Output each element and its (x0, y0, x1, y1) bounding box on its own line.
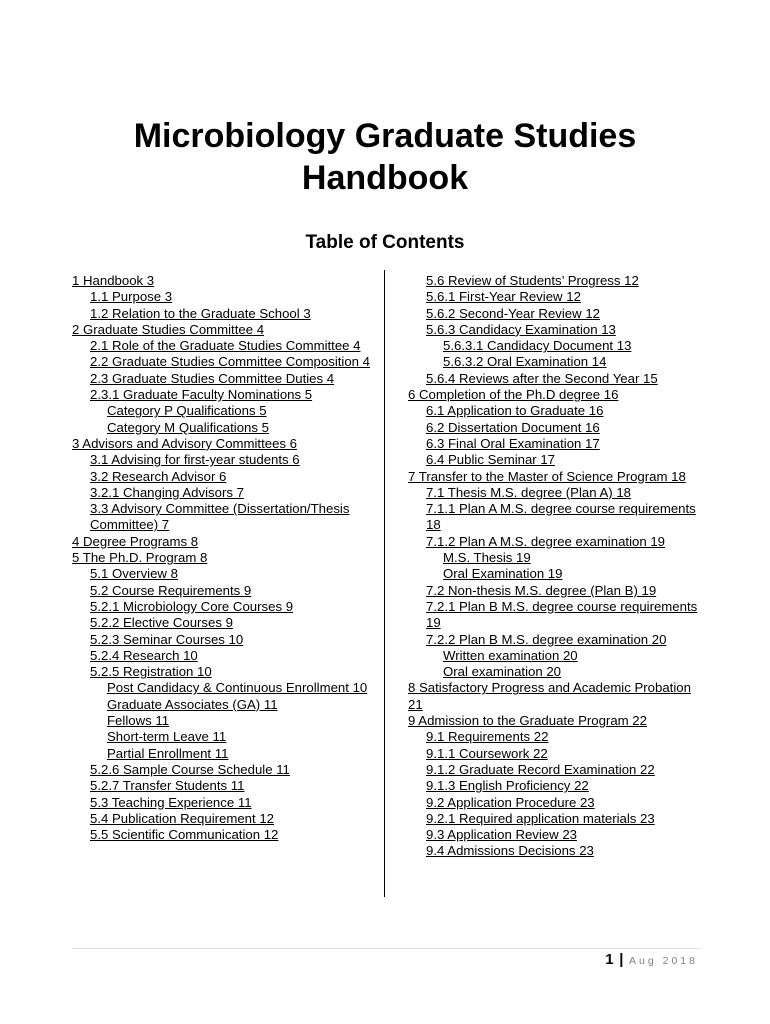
toc-entry-link[interactable]: 5.2.5 Registration 10 (90, 664, 212, 680)
toc-entry-link[interactable]: 7.2 Non-thesis M.S. degree (Plan B) 19 (426, 582, 657, 598)
toc-entry-link[interactable]: 5.6.3 Candidacy Examination 13 (426, 321, 616, 337)
toc-entry-link[interactable]: Oral examination 20 (443, 664, 562, 680)
toc-entry-link[interactable]: 9 Admission to the Graduate Program 22 (408, 713, 647, 729)
toc-entry-link[interactable]: 9.1.3 English Proficiency 22 (426, 778, 589, 794)
document-title (0, 115, 770, 199)
footer-separator: | (619, 951, 624, 968)
toc-entry-link[interactable]: 5.1 Overview 8 (90, 566, 178, 582)
toc-entry-link[interactable]: Short-term Leave 11 (107, 729, 227, 745)
toc-entry-link[interactable]: Category P Qualifications 5 (107, 403, 267, 419)
toc-entry-link[interactable]: 8 Satisfactory Progress and Academic Probation 21 (408, 680, 691, 712)
toc-entry-link[interactable]: 9.2 Application Procedure 23 (426, 794, 595, 810)
toc-entry-link[interactable]: 4 Degree Programs 8 (72, 533, 199, 549)
toc-entry-link[interactable]: 5.4 Publication Requirement 12 (90, 810, 275, 826)
toc-entry-link[interactable]: 3.2.1 Changing Advisors 7 (90, 484, 244, 500)
toc-entry-link[interactable]: 7 Transfer to the Master of Science Program 18 (408, 468, 686, 484)
footer-rule (72, 948, 700, 949)
toc-right-column (408, 273, 708, 860)
footer-date: Aug 2018 (629, 955, 698, 967)
toc-entry-link[interactable]: 1.2 Relation to the Graduate School 3 (90, 305, 311, 321)
document-title-line-1: Microbiology Graduate Studies (133, 116, 637, 155)
page-number: 1 (605, 951, 614, 968)
column-divider (384, 270, 385, 897)
toc-entry-link[interactable]: 5.3 Teaching Experience 11 (90, 794, 252, 810)
toc-entry-link[interactable]: 3.2 Research Advisor 6 (90, 468, 227, 484)
toc-entry-link[interactable]: Post Candidacy & Continuous Enrollment 10 (107, 680, 368, 696)
toc-entry-link[interactable]: 5.6.4 Reviews after the Second Year 15 (426, 370, 658, 386)
toc-entry-link[interactable]: 5.2.3 Seminar Courses 10 (90, 631, 244, 647)
toc-entry-link[interactable]: 3 Advisors and Advisory Committees 6 (72, 435, 298, 451)
toc-entry-link[interactable]: 5.2.7 Transfer Students 11 (90, 778, 245, 794)
toc-entry-link[interactable]: Fellows 11 (107, 713, 170, 729)
toc-entry-link[interactable]: 5.2.4 Research 10 (90, 647, 198, 663)
toc-entry-link[interactable]: 3.3 Advisory Committee (Dissertation/Thesis Committee) 7 (90, 501, 350, 533)
toc-entry-link[interactable]: 6 Completion of the Ph.D degree 16 (408, 387, 619, 403)
toc-entry-link[interactable]: 5.2.2 Elective Courses 9 (90, 615, 233, 631)
toc-entry-link[interactable]: 5.2.1 Microbiology Core Courses 9 (90, 598, 294, 614)
toc-entry-link[interactable]: 7.1 Thesis M.S. degree (Plan A) 18 (426, 484, 632, 500)
toc-entry-link[interactable]: 9.2.1 Required application materials 23 (426, 810, 655, 826)
toc-entry-link[interactable]: 9.1.1 Coursework 22 (426, 745, 548, 761)
toc-entry-link[interactable]: 7.2.2 Plan B M.S. degree examination 20 (426, 631, 667, 647)
toc-entry-link[interactable]: 2 Graduate Studies Committee 4 (72, 321, 265, 337)
toc-entry-link[interactable]: 2.3 Graduate Studies Committee Duties 4 (90, 370, 335, 386)
toc-entry-link[interactable]: 9.1.2 Graduate Record Examination 22 (426, 761, 655, 777)
toc-entry-link[interactable]: 7.1.2 Plan A M.S. degree examination 19 (426, 533, 665, 549)
toc-entry-link[interactable]: 2.1 Role of the Graduate Studies Committee 4 (90, 338, 361, 354)
toc-entry-link[interactable]: M.S. Thesis 19 (443, 550, 531, 566)
toc-entry-link[interactable]: Written examination 20 (443, 647, 578, 663)
toc-entry-link[interactable]: Oral Examination 19 (443, 566, 563, 582)
document-title-line-2: Handbook (301, 158, 469, 197)
toc-entry-link[interactable]: 6.4 Public Seminar 17 (426, 452, 556, 468)
toc-entry-link[interactable]: 7.2.1 Plan B M.S. degree course requirements 19 (426, 598, 698, 631)
toc-entry-link[interactable]: 3.1 Advising for first-year students 6 (90, 452, 300, 468)
toc-entry-link[interactable]: Partial Enrollment 11 (107, 745, 229, 761)
toc-entry-link[interactable]: 7.1.1 Plan A M.S. degree course requirements 18 (426, 501, 696, 533)
toc-entry-link[interactable]: 5.6.1 First-Year Review 12 (426, 289, 581, 305)
toc-entry-link[interactable]: Category M Qualifications 5 (107, 419, 269, 435)
toc-left-column (72, 273, 372, 843)
toc-entry-link[interactable]: 5 The Ph.D. Program 8 (72, 550, 208, 566)
toc-heading: Table of Contents (305, 232, 465, 253)
toc-entry-link[interactable]: 5.6.2 Second-Year Review 12 (426, 305, 600, 321)
toc-entry-link[interactable]: 5.2 Course Requirements 9 (90, 582, 252, 598)
toc-entry-link[interactable]: 9.3 Application Review 23 (426, 827, 578, 843)
toc-entry-link[interactable]: 2.2 Graduate Studies Committee Composition 4 (90, 354, 371, 370)
toc-entry-link[interactable]: 1.1 Purpose 3 (90, 289, 173, 305)
toc-entry-link[interactable]: 6.2 Dissertation Document 16 (426, 419, 600, 435)
toc-entry-link[interactable]: 6.3 Final Oral Examination 17 (426, 435, 600, 451)
toc-entry-link[interactable]: 6.1 Application to Graduate 16 (426, 403, 604, 419)
toc-entry-link[interactable]: 9.4 Admissions Decisions 23 (426, 843, 594, 859)
toc-entry-link[interactable]: 5.6 Review of Students’ Progress 12 (426, 273, 639, 288)
toc-entry-link[interactable]: 5.6.3.2 Oral Examination 14 (443, 354, 607, 370)
page-footer (605, 951, 698, 968)
toc-entry-link[interactable]: 1 Handbook 3 (72, 273, 155, 288)
toc-entry-link[interactable]: 2.3.1 Graduate Faculty Nominations 5 (90, 387, 313, 403)
toc-entry-link[interactable]: Graduate Associates (GA) 11 (107, 696, 278, 712)
toc-entry-link[interactable]: 9.1 Requirements 22 (426, 729, 549, 745)
toc-entry-link[interactable]: 5.2.6 Sample Course Schedule 11 (90, 761, 290, 777)
toc-entry-link[interactable]: 5.6.3.1 Candidacy Document 13 (443, 338, 632, 354)
toc-entry-link[interactable]: 5.5 Scientific Communication 12 (90, 827, 279, 843)
